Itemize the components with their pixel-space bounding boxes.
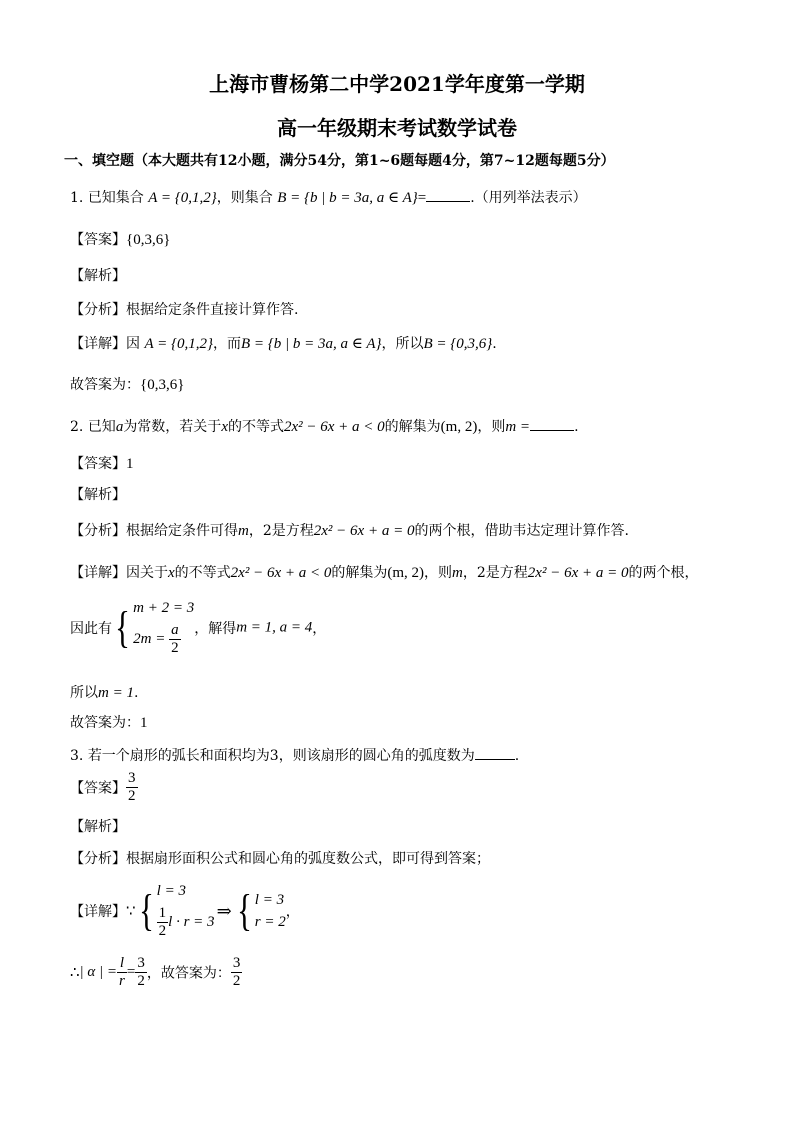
q2-m-equals: m = [505,419,531,435]
q3-equals: = [126,964,136,980]
q2-fraction-den: 2 [171,640,179,657]
q2-inequality: 2x² − 6x + a < 0 [283,419,385,435]
q3-final-pre: ，故答案为： [146,965,231,982]
q2-detail-ineq: 2x² − 6x + a < 0 [230,565,332,581]
q1-text-post: .（用列举法表示） [470,190,587,206]
q2-analysis-row [70,520,629,540]
q2-detail-interval: (m, 2) [387,565,425,581]
q3-final-num: 3 [232,955,241,971]
q3-system-line2-rest: l · r = 3 [168,914,215,930]
q2-analysis-eq: 2x² − 6x + a = 0 [313,523,415,539]
q3-final-fraction [231,955,243,990]
section-heading: 一、填空题（本大题共有12小题，满分54分，第1~6题每题4分，第7~12题每题5分） [64,153,615,169]
q3-answer-fraction [126,770,138,805]
q3-system-line2 [157,902,215,942]
q3-text: 若一个扇形的弧长和面积均为3，则该扇形的圆心角的弧度数为 [87,748,475,764]
q3-fraction-lr-num: l [117,955,127,973]
q2-fraction-num: a [171,622,179,639]
q1-analysis-row [70,299,298,319]
q1-answer-row [70,229,170,249]
q1-text-pre: 已知集合 [87,190,144,206]
q2-answer: 1 [126,456,134,472]
question-1 [70,187,587,207]
q3-result-line1: l = 3 [254,892,285,908]
q2-detail-pre: 因关于 [126,565,168,581]
therefore-icon: ∴ [70,965,80,981]
xiangjie-label: 【详解】 [70,904,126,920]
q3-fraction-value-den: 2 [137,973,145,989]
q2-var-a: a [115,419,124,435]
q2-so-row [70,682,138,702]
jiexi-label: 【解析】 [70,819,126,835]
q3-detail-row [70,880,300,942]
q3-abs-alpha: | α | = [79,964,118,980]
xiangjie-label: 【详解】 [70,336,126,352]
xiangjie-label: 【详解】 [70,565,126,581]
answer-label: 【答案】 [70,780,126,797]
q3-fraction-value [135,955,147,990]
left-brace-icon: { [115,603,130,652]
question-3 [70,745,519,765]
q1-answer-blank [426,187,470,202]
q2-detail-x: x [168,565,175,581]
q3-half-num: 1 [158,905,167,922]
q2-system-line2-left: 2m = [133,631,166,647]
q1-text-mid: ，则集合 [216,190,273,206]
q2-detail-t3: 的解集为 [331,565,388,581]
q2-system [133,597,194,659]
q3-answer-row [70,770,138,805]
q1-answer: {0,3,6} [126,232,171,248]
q3-analysis-row [70,848,490,868]
q2-detail-t5: ，2是方程 [462,565,528,581]
q2-answer-blank [530,416,574,431]
q1-number: 1. [70,190,84,206]
fenxi-label: 【分析】 [70,851,126,867]
q2-pre: 已知 [87,419,116,435]
q2-system-line2 [133,619,194,659]
page-subtitle: 高一年级期末考试数学试卷 [277,116,517,140]
because-icon: ∵ [126,903,136,920]
q2-detail-t2: 的不等式 [174,565,231,581]
q1-detail-row [70,333,497,353]
question-2 [70,416,579,436]
q2-post: . [574,419,579,435]
q2-detail-t6: 的两个根， [628,565,699,581]
q1-detail-mid: ，而 [212,336,241,352]
q3-answer-den: 2 [128,788,136,804]
q2-t3: 的解集为 [384,419,441,435]
q3-fraction-lr-den: r [119,973,125,989]
q2-system-line1: m + 2 = 3 [133,600,195,616]
q2-solution-end: ， [312,621,327,637]
implies-arrow-icon: ⇒ [216,900,232,921]
q2-so: 所以 [70,685,98,701]
q3-half-den: 2 [158,923,167,940]
q2-detail-t4: ，则 [424,565,453,581]
q1-equals: = [417,190,427,206]
q2-final-row [70,712,148,732]
q2-answer-row [70,453,134,473]
q3-system-line1: l = 3 [156,883,186,899]
q2-var-x: x [221,419,228,435]
q2-so-eq: m = 1 [98,685,134,701]
q1-final: {0,3,6} [140,377,185,393]
q1-set-b: B = {b | b = 3a, a ∈ A} [277,190,418,206]
q3-answer-num: 3 [128,770,136,786]
q1-detail-so: ，所以 [381,336,424,352]
q1-detail-end: . [492,336,497,352]
jiexi-label: 【解析】 [70,487,126,503]
q3-analysis: 根据扇形面积公式和圆心角的弧度数公式，即可得到答案； [126,851,490,867]
left-brace-icon: { [236,886,252,935]
final-label: 故答案为： [70,377,140,393]
q2-t1: 为常数，若关于 [123,419,222,435]
q3-conclusion-row [70,955,242,990]
q2-fraction [169,622,181,657]
q1-analysis: 根据给定条件直接计算作答. [126,302,299,318]
q1-final-row [70,374,184,394]
q2-system-row [70,597,326,659]
q3-fraction-lr [117,955,127,990]
q2-interval: (m, 2) [440,419,478,435]
q2-detail-m: m [452,565,463,581]
q2-t4: ，则 [477,419,506,435]
q3-result-system [255,889,286,933]
q1-detail-result: B = {0,3,6} [423,336,493,352]
q3-half [157,905,169,940]
q2-number: 2. [70,419,84,435]
fenxi-label: 【分析】 [70,523,126,539]
q3-result-line2: r = 2 [254,914,286,930]
q2-final: 1 [140,715,148,731]
q1-set-a: A = {0,1,2} [148,190,217,206]
q2-solution: m = 1, a = 4 [236,619,313,636]
answer-label: 【答案】 [70,232,126,248]
q2-detail-row [70,562,698,582]
fenxi-label: 【分析】 [70,302,126,318]
q2-system-post: ，解得 [194,621,237,637]
q2-detail-eq: 2x² − 6x + a = 0 [527,565,629,581]
left-brace-icon: { [138,886,154,935]
q1-detail-pre: 因 [126,336,140,352]
q3-result-end: ， [285,904,300,920]
page-title: 上海市曹杨第二中学2021学年度第一学期 [209,72,585,96]
q3-fraction-value-num: 3 [137,955,145,971]
q1-detail-set-b: B = {b | b = 3a, a ∈ A} [240,336,382,352]
q3-number: 3. [70,748,84,764]
q1-detail-set-a: A = {0,1,2} [144,336,213,352]
jiexi-label: 【解析】 [70,268,126,284]
q2-analysis-m: m [238,523,249,539]
answer-label: 【答案】 [70,456,126,472]
q2-analysis-pre: 根据给定条件可得 [126,523,238,539]
q3-post: . [514,748,520,764]
q2-system-pre: 因此有 [70,621,112,637]
q3-final-den: 2 [232,973,241,989]
q2-t2: 的不等式 [227,419,284,435]
q2-analysis-mid: ，2是方程 [248,523,314,539]
final-label: 故答案为： [70,715,140,731]
q2-so-end: . [133,685,139,701]
q3-system [157,880,215,942]
q3-answer-blank [475,745,515,760]
q2-analysis-post: 的两个根，借助韦达定理计算作答. [414,523,629,539]
